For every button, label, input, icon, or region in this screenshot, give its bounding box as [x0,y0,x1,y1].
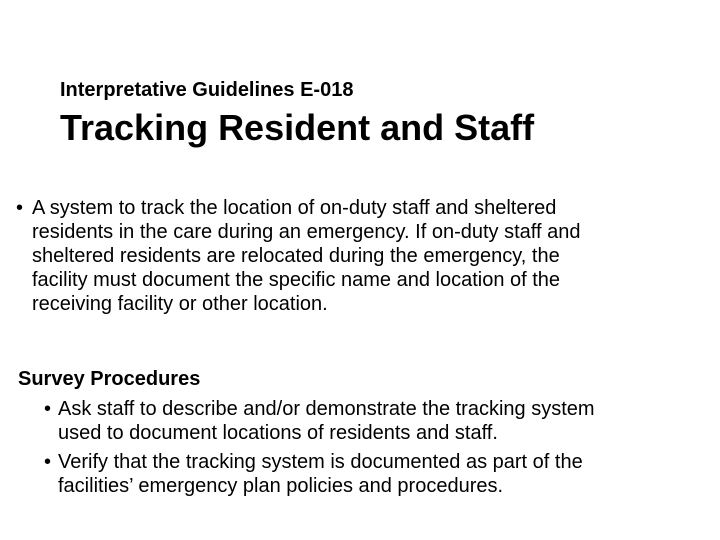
main-bullet-line: residents in the care during an emergency. If on-duty staff and [32,221,581,243]
survey-item [44,450,714,498]
survey-item-line: • Ask staff to describe and/or demonstrate the tracking system [44,397,714,421]
main-bullet-line: sheltered residents are relocated during the emergency, the [32,245,560,267]
survey-item [44,397,714,445]
slide-title: Tracking Resident and Staff [60,107,535,148]
survey-procedures-list [44,397,714,503]
main-bullet-line: • A system to track the location of on-duty staff and sheltered [16,196,706,220]
survey-procedures-heading: Survey Procedures [18,368,201,390]
main-bullet-line: receiving facility or other location. [32,293,328,315]
main-bullet [16,196,706,316]
survey-item-line: facilities’ emergency plan policies and procedures. [58,475,504,497]
survey-item-line: • Verify that the tracking system is documented as part of the [44,450,714,474]
main-bullet-line: facility must document the specific name and location of the [32,269,561,291]
survey-item-line: used to document locations of residents and staff. [58,422,498,444]
slide-subtitle: Interpretative Guidelines E-018 [60,79,354,101]
